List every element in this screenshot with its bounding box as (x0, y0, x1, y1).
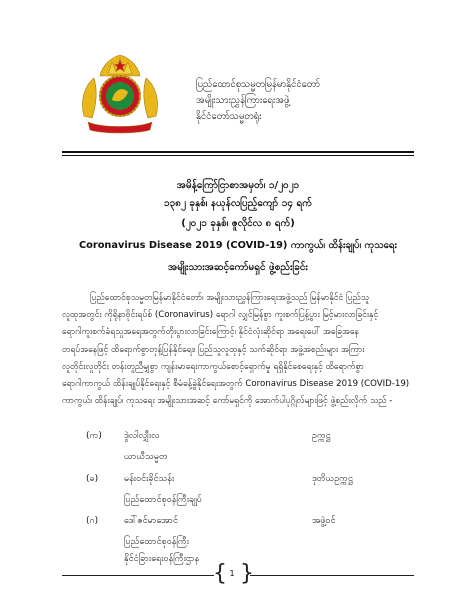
state-emblem-seal (78, 52, 162, 134)
member-name: ဒွဲလါလျှီးလ (124, 431, 160, 441)
notice-subject: အမျိုးသားအဆင့်ကော်မရှင် ဖွဲ့စည်းခြင်း (168, 262, 308, 273)
member-position: ယာယီသမ္မတ (124, 452, 168, 462)
member-name: ဒေါ်ဇင်မာအောင် (124, 516, 178, 526)
notice-date-gregorian: (၂၀၂၁ ခုနှစ်၊ ဇူလိုင်လ ၈ ရက်) (181, 218, 295, 229)
header-rule-thin (62, 155, 414, 156)
body-line: လူထုအတွင်း ကိုရိုနာဗိုင်းရပ်စ် (Coronavirus) ရောဂါ လျှင်မြန်စွာ ကူးစက်ပြန့်ပွား မြင့်မားလာခြင်းနှင့် (62, 310, 379, 321)
member-name: မန်းဝင်းခိုင်သန်း (124, 474, 175, 484)
member-position: ပြည်ထောင်စုဝန်ကြီး (124, 537, 190, 547)
member-position: ပြည်ထောင်စုဝန်ကြီးချုပ် (124, 495, 202, 505)
member-role: ဒုတိယဥက္ကဋ္ဌ (312, 474, 353, 484)
member-role: အဖွဲ့ဝင် (312, 516, 336, 526)
member-number: (ဂ) (86, 516, 99, 526)
issuing-organization (196, 77, 416, 125)
body-line: ရောဂါကူးစက်ခံရသူအရေအတွက်တိုးပွားလာခြင်းကြောင့်၊ နိုင်ငံလုံးဆိုင်ရာ အရေးပေါ် အခြေအနေ (62, 327, 359, 338)
body-line: ရောဂါကာကွယ် ထိန်းချုပ်နိုင်ရေးနှင့် စီမံခန့်ခွဲနိုင်ရေးအတွက် Coronavirus Disease 2019 (COVID-19) (62, 379, 410, 390)
page-number: 1 (229, 569, 235, 578)
body-line: တရပ်အနေဖြင့် ထိရောက်စွာတုန့်ပြန်နိုင်ရေး၊ ပြည်သူလူထုနှင့် သက်ဆိုင်ရာ အဖွဲ့အစည်းများ အကြား (62, 344, 365, 355)
member-position-ministry: နိုင်ငံခြားရေးဝန်ကြီးဌာန (124, 554, 200, 564)
footer-brace-left: { (213, 561, 227, 586)
footer-brace-right: } (240, 561, 254, 586)
org-line-country: ပြည်ထောင်စုသမ္မတမြန်မာနိုင်ငံတော် (196, 79, 320, 90)
org-line-office: နိုင်ငံတော်သမ္မတရုံး (196, 111, 262, 122)
header-rule-thick (62, 151, 414, 153)
notice-topic: Coronavirus Disease 2019 (COVID-19) ကာကွယ်၊ ထိန်းချုပ်၊ ကုသရေး (78, 240, 398, 251)
body-line: လူတိုင်းလူတိုင်း တန်းတူညီမျှစွာ ကျန်းမာရေးကာကွယ်စောင့်ရှောက်မှု ရရှိနိုင်စေရေးနှင့် ထိရောက်စွာ (62, 361, 364, 372)
member-number: (ခ) (86, 474, 99, 484)
body-line: ကာကွယ်၊ ထိန်းချုပ်၊ ကုသရေး အမျိုးသားအဆင့် ကော်မရှင်ကို အောက်ပါပုဂ္ဂိုလ်များဖြင့် ဖွဲ့စည်းလိုက် သည် - (62, 396, 393, 407)
member-role: ဥက္ကဋ္ဌ (312, 431, 331, 441)
footer-rule-right (250, 575, 414, 576)
org-line-council: အမျိုးသားညွှန်ကြားရေးအဖွဲ့ (196, 95, 290, 106)
body-line: ပြည်ထောင်စုသမ္မတမြန်မာနိုင်ငံတော်၊ အမျိုးသားညွှန်ကြားရေးအဖွဲ့သည် မြန်မာနိုင်ငံ ပြည်သူ (90, 293, 369, 303)
body-paragraph (62, 290, 414, 410)
member-number: (က) (86, 431, 102, 441)
notice-number: အမိန့်ကြော်ငြာစာအမှတ်၊ ၁/၂၀၂၁ (176, 180, 300, 191)
notice-date-myanmar: ၁၃၈၂ ခုနှစ်၊ နယုန်လပြည့်ကျော် ၁၄ ရက် (164, 198, 312, 209)
footer-rule-left (62, 575, 214, 576)
